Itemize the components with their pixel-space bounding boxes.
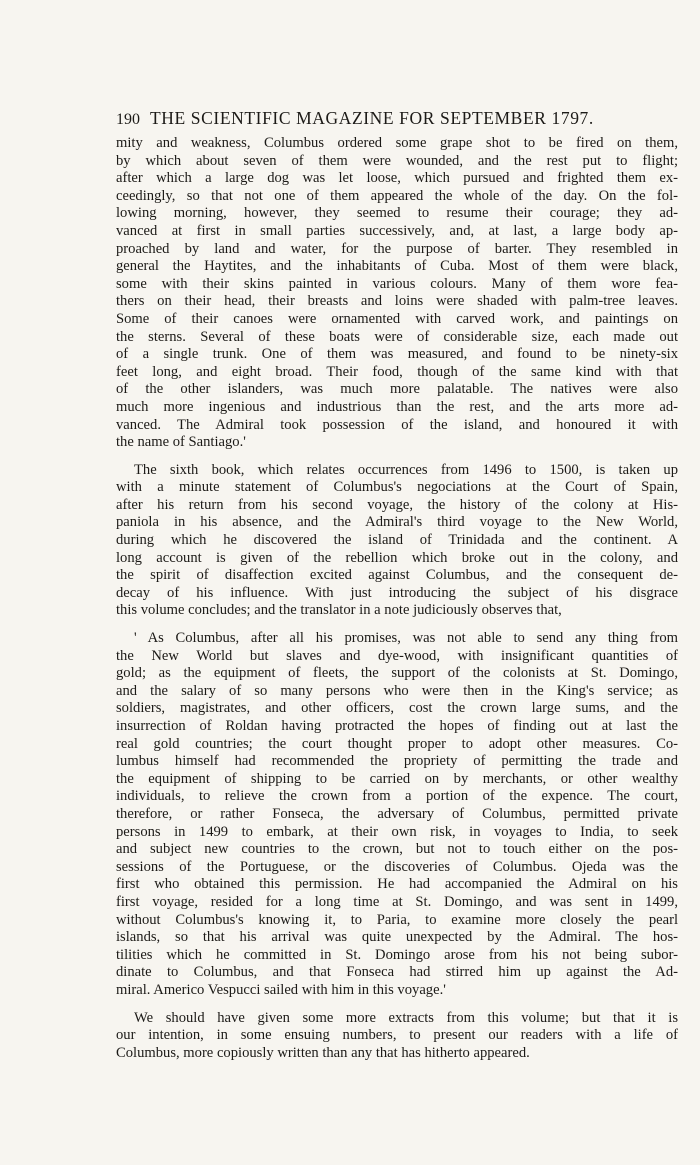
text-line: paniola in his absence, and the Admiral's third voyage to the New World,: [116, 514, 678, 531]
article-body: [116, 135, 678, 1062]
text-line: the sterns. Several of these boats were of considerable size, each made out: [116, 328, 678, 345]
text-line: mity and weakness, Columbus ordered some grape shot to be fired on them,: [116, 135, 678, 151]
text-line: individuals, to relieve the crown from a portion of the expence. The court,: [116, 788, 678, 805]
text-line: the name of Santiago.': [116, 434, 246, 451]
text-line: feet long, and eight broad. Their food, though of the same kind with that: [116, 363, 678, 380]
paragraph: [116, 630, 678, 999]
text-line: during which he discovered the island of Trinidada and the continent. A: [116, 532, 678, 549]
text-line: therefore, or rather Fonseca, the adversary of Columbus, permitted private: [116, 805, 678, 822]
text-line: islands, so that his arrival was quite unexpected by the Admiral. The hos-: [116, 929, 678, 946]
paragraph: [116, 1010, 678, 1063]
text-line: The sixth book, which relates occurrences from 1496 to 1500, is taken up: [134, 461, 678, 478]
text-line: general the Haytites, and the inhabitants of Cuba. Most of them were black,: [116, 258, 678, 275]
text-line: first who obtained this permission. He had accompanied the Admiral on his: [116, 876, 678, 893]
text-line: without Columbus's knowing it, to Paria, to examine more closely the pearl: [116, 911, 678, 928]
text-line: some with their skins painted in various colours. Many of them wore fea-: [116, 275, 678, 292]
text-line: ceedingly, so that not one of them appeared the whole of the day. On the fol-: [116, 187, 678, 204]
text-line: soldiers, magistrates, and other officers, cost the crown large sums, and the: [116, 700, 678, 717]
paragraph-gap: [116, 452, 678, 462]
paragraph-gap: [116, 620, 678, 630]
paragraph-gap: [116, 1000, 678, 1010]
text-line: insurrection of Roldan having protracted the hopes of finding out at last the: [116, 718, 678, 734]
text-line: first voyage, resided for a long time at St. Domingo, and was sent in 1499,: [116, 893, 678, 910]
text-line: of a single trunk. One of them was measured, and found to be ninety-six: [116, 346, 678, 363]
paragraph: [116, 135, 678, 452]
text-line: thers on their head, their breasts and loins were shaded with palm-tree leaves.: [116, 293, 678, 310]
text-line: of the other islanders, was much more palatable. The natives were also: [116, 381, 678, 398]
text-line: with a minute statement of Columbus's negociations at the Court of Spain,: [116, 479, 678, 496]
page-header: [116, 108, 678, 129]
text-line: gold; as the equipment of fleets, the support of the colonists at St. Domingo,: [116, 665, 678, 682]
text-line: tilities which he committed in St. Domingo arose from his not being subor-: [116, 946, 678, 963]
text-line: persons in 1499 to embark, at their own risk, in voyages to India, to seek: [116, 823, 678, 840]
text-line: real gold countries; the court thought proper to adopt other measures. Co-: [116, 735, 678, 752]
text-line: our intention, in some ensuing numbers, to present our readers with a life of: [116, 1027, 678, 1044]
text-line: the New World but slaves and dye-wood, with insignificant quantities of: [116, 647, 678, 664]
text-line: by which about seven of them were wounded, and the rest put to flight;: [116, 152, 678, 169]
text-line: lumbus himself had recommended the propriety of permitting the trade and: [116, 753, 678, 770]
text-line: dinate to Columbus, and that Fonseca had stirred him up against the Ad-: [116, 964, 678, 981]
text-line: ' As Columbus, after all his promises, was not able to send any thing from: [134, 630, 678, 647]
text-line: much more ingenious and industrious than the rest, and the arts more ad-: [116, 398, 678, 415]
text-line: after his return from his second voyage, the history of the colony at His-: [116, 496, 678, 513]
page-number: 190: [116, 111, 140, 128]
paragraph: [116, 462, 678, 620]
text-line: Some of their canoes were ornamented with carved work, and paintings on: [116, 310, 678, 327]
text-line: after which a large dog was let loose, which pursued and frighted them ex-: [116, 170, 678, 187]
text-line: the spirit of disaffection excited against Columbus, and the consequent de-: [116, 567, 678, 584]
text-line: this volume concludes; and the translator in a note judiciously observes that,: [116, 602, 562, 619]
running-title: THE SCIENTIFIC MAGAZINE FOR SEPTEMBER 1797.: [150, 108, 594, 128]
text-line: vanced at first in small parties successively, and, at last, a large body ap-: [116, 222, 678, 239]
text-line: Columbus, more copiously written than any that has hitherto appeared.: [116, 1044, 530, 1061]
text-line: We should have given some more extracts from this volume; but that it is: [134, 1009, 678, 1026]
text-line: and subject new countries to the crown, but not to touch either on the pos-: [116, 841, 678, 858]
text-line: and the salary of so many persons who were then in the King's service; as: [116, 682, 678, 699]
text-line: sessions of the Portuguese, or the discoveries of Columbus. Ojeda was the: [116, 858, 678, 875]
text-line: proached by land and water, for the purpose of barter. They resembled in: [116, 240, 678, 257]
text-line: long account is given of the rebellion which broke out in the colony, and: [116, 549, 678, 566]
text-line: miral. Americo Vespucci sailed with him in this voyage.': [116, 981, 446, 998]
text-line: vanced. The Admiral took possession of the island, and honoured it with: [116, 416, 678, 433]
text-line: lowing morning, however, they seemed to resume their courage; they ad-: [116, 205, 678, 222]
text-line: decay of his influence. With just introducing the subject of his disgrace: [116, 584, 678, 601]
text-line: the equipment of shipping to be carried on by merchants, or other wealthy: [116, 770, 678, 787]
